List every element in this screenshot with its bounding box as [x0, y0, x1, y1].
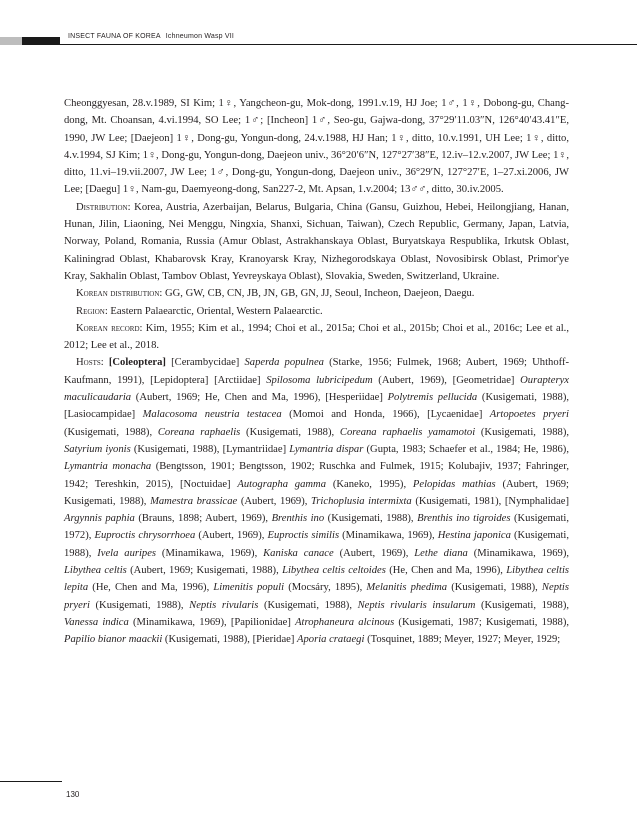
korean-record-label: Korean record: [76, 322, 140, 334]
host-reference-text: (Aubert, 1969; Kusigemati, 1988),: [126, 565, 283, 577]
hosts-label: Hosts: [76, 357, 101, 369]
host-reference-text: (Mocsáry, 1895),: [284, 582, 367, 594]
host-species-name: Malacosoma neustria testacea: [142, 409, 282, 421]
host-species-name: Libythea celtis lepita: [64, 565, 570, 594]
host-species-name: Libythea celtis celtoides: [282, 565, 386, 577]
host-reference-text: (Aubert, 1969; Kusigemati, 1988),: [64, 478, 569, 507]
host-reference-text: (Kusigemati, 1988),: [475, 599, 569, 611]
running-head: [68, 33, 234, 40]
material-examined-paragraph: Cheonggyesan, 28.v.1989, SI Kim; 1♀, Yangcheon-gu, Mok-dong, 1991.v.19, HJ Joe; 1♂, 1♀, Dobong-gu, Chang-dong, Mt. Choansan, 4.vi.1994, SO Lee; 1♂; [Incheon] 1♂, Seo-gu, Gajwa-dong, 37°29′11.03″N, 126°40′43.41″E, 1990, JW Lee; [Daejeon] 1♀, Dong-gu, Yongun-dong, 24.v.1988, HJ Han; 1♀, ditto, 10.v.1991, UH Lee; 1♀, ditto, 4.v.1994, SJ Kim; 1♀, Dong-gu, Yongun-dong, Daejeon univ., 36°20′6″N, 127°27′38″E, 12.iv–12.v.2007, JW Lee; 1♀, ditto, 11.vi–19.vii.2007, JW Lee; 1♂, Dong-gu, Yongun-dong, Daejeon univ., 36°29′N, 127°27′E, 1–27.xi.2006, JW Lee; [Daegu] 1♀, Nam-gu, Daemyeong-dong, San227-2, Mt. Apsan, 1.v.2004; 13♂♂, ditto, 30.iv.2005.: [64, 98, 569, 196]
host-species-name: Neptis rivularis insularum: [357, 599, 476, 611]
hosts-colon: :: [100, 357, 109, 369]
host-species-name: Coreana raphaelis yamamotoi: [339, 426, 476, 438]
host-species-name: Kaniska canace: [263, 547, 334, 559]
host-reference-text: (Kusigemati, 1988),: [447, 582, 542, 594]
host-species-name: Mamestra brassicae: [150, 495, 238, 507]
host-reference-text: (Kaneko, 1995),: [326, 478, 413, 490]
host-species-name: Ivela auripes: [97, 547, 157, 559]
host-reference-text: (Kusigemati, 1988), [Pieridae]: [162, 634, 298, 646]
host-reference-text: (Kusigemati, 1972),: [64, 513, 569, 542]
host-reference-text: (Minamikawa, 1969), [Papilionidae]: [128, 616, 296, 628]
host-species-name: Limenitis populi: [213, 582, 285, 594]
distribution-label: Distribution: [76, 201, 128, 213]
host-reference-text: (Kusigemati, 1988), [Lymantriidae]: [130, 443, 290, 455]
host-reference-text: (Kusigemati, 1988),: [324, 513, 418, 525]
host-species-name: Spilosoma lubricipedum: [266, 374, 373, 386]
host-species-name: Aporia crataegi: [297, 634, 365, 646]
page-body: [64, 95, 569, 649]
host-reference-text: (Kusigemati, 1988),: [64, 426, 158, 438]
host-reference-text: (He, Chen and Ma, 1996),: [88, 582, 214, 594]
distribution-paragraph: [64, 199, 569, 285]
host-reference-text: [Cerambycidae]: [165, 357, 245, 369]
region-paragraph: [64, 303, 569, 320]
hosts-paragraph: [64, 354, 569, 648]
host-species-name: Papilio bianor maackii: [64, 634, 163, 646]
host-species-name: Melanitis phedima: [366, 582, 448, 594]
host-species-name: Brenthis ino: [271, 513, 325, 525]
host-species-name: Saperda populnea: [244, 357, 324, 369]
host-species-name: Pelopidas mathias: [412, 478, 496, 490]
host-reference-text: (Kusigemati, 1988),: [475, 426, 570, 438]
korean-record-text: : Kim, 1955; Kim et al., 1994; Choi et al., 2015a; Choi et al., 2015b; Choi et al., 2016c; Lee et al., 2012; Lee et al., 2018.: [64, 322, 569, 352]
korean-distribution-text: : GG, GW, CB, CN, JB, JN, GB, GN, JJ, Seoul, Incheon, Daejeon, Daegu.: [159, 288, 475, 300]
host-species-name: Coreana raphaelis: [157, 426, 241, 438]
host-reference-text: (Brauns, 1898; Aubert, 1969),: [134, 513, 272, 525]
host-reference-text: (Aubert, 1969),: [195, 530, 268, 542]
host-species-name: Hestina japonica: [437, 530, 511, 542]
host-reference-text: (Kusigemati, 1988), [Lasiocampidae]: [64, 392, 570, 421]
host-species-name: Lymantria dispar: [289, 443, 364, 455]
korean-distribution-label: Korean distribution: [76, 288, 160, 300]
host-reference-text: (Kusigemati, 1988),: [64, 530, 570, 559]
host-reference-text: (Kusigemati, 1988),: [89, 599, 190, 611]
host-species-name: Euproctis chrysorrhoea: [94, 530, 196, 542]
running-subtitle: Ichneumon Wasp VII: [165, 33, 235, 40]
host-reference-text: (Bengtsson, 1901; Bengtsson, 1902; Ruschka and Fulmek, 1915; Kolubajiv, 1937; Fahringer, 1942; Tereshkin, 2015), [Noctuidae]: [64, 461, 569, 490]
host-reference-text: (Kusigemati, 1981), [Nymphalidae]: [411, 495, 570, 507]
korean-distribution-paragraph: [64, 285, 569, 302]
host-reference-text: (He, Chen and Ma, 1996),: [385, 565, 507, 577]
host-species-name: Artopoetes pryeri: [489, 409, 569, 421]
host-species-name: Polytremis pellucida: [387, 392, 478, 404]
page-number: 130: [66, 790, 80, 799]
hosts-text: [64, 357, 569, 645]
host-reference-text: (Tosquinet, 1889; Meyer, 1927; Meyer, 1929;: [364, 634, 561, 646]
host-reference-text: (Kusigemati, 1988),: [240, 426, 340, 438]
host-reference-text: (Minamikawa, 1969),: [339, 530, 438, 542]
running-title: INSECT FAUNA OF KOREA: [68, 33, 161, 40]
distribution-text: : Korea, Austria, Azerbaijan, Belarus, Bulgaria, China (Gansu, Guizhou, Hebei, Heilongjiang, Hanan, Hunan, Jilin, Liaoning, Nei Menggu, Ningxia, Shanxi, Sichuan, Taiwan), Czech Republic, Germany, Japan, Latvia, Norway, Poland, Romania, Russia (Amur Oblast, Astrakhanskaya Oblast, Buryatskaya Respublika, Irkutsk Oblast, Kaliningrad Oblast, Khabarovsk Kray, Kranoyarsk Kray, Nizhegorodskaya Oblast, Novosibirsk Oblast, Primor'ye Kray, Sakhalin Oblast, Tambov Oblast, Yevreyskaya Oblast), Slovakia, Sweden, Switzerland, Ukraine.: [64, 201, 569, 282]
host-species-name: Lymantria monacha: [64, 461, 152, 473]
host-species-name: Trichoplusia intermixta: [311, 495, 412, 507]
host-reference-text: (Aubert, 1969), [Geometridae]: [372, 374, 521, 386]
host-species-name: Ourapteryx maculicaudaria: [64, 374, 569, 404]
host-species-name: Satyrium iyonis: [64, 443, 131, 455]
header-black-block: [22, 37, 60, 45]
host-reference-text: (Aubert, 1969),: [333, 547, 415, 559]
host-species-name: Argynnis paphia: [64, 513, 135, 525]
korean-record-paragraph: [64, 320, 569, 355]
hosts-order: [Coleoptera]: [108, 357, 166, 369]
header-grey-block: [0, 37, 22, 45]
host-species-name: Vanessa indica: [64, 616, 129, 628]
host-species-name: Neptis rivularis: [189, 599, 259, 611]
host-reference-text: (Minamikawa, 1969),: [156, 547, 264, 559]
host-species-name: Neptis pryeri: [64, 582, 569, 611]
host-reference-text: (Gupta, 1983; Schaefer et al., 1984; He, 1986),: [363, 443, 569, 455]
host-species-name: Atrophaneura alcinous: [295, 616, 395, 628]
footer-rule: [0, 781, 62, 782]
host-reference-text: (Kusigemati, 1987; Kusigemati, 1988),: [394, 616, 570, 628]
host-species-name: Euproctis similis: [267, 530, 340, 542]
host-reference-text: (Minamikawa, 1969),: [467, 547, 570, 559]
header-line: [60, 44, 637, 45]
host-reference-text: (Aubert, 1969; He, Chen and Ma, 1996), [Hesperiidae]: [131, 392, 388, 404]
host-species-name: Brenthis ino tigroides: [417, 513, 511, 525]
host-reference-text: (Momoi and Honda, 1966), [Lycaenidae]: [281, 409, 490, 421]
region-label: Region: [76, 305, 105, 317]
host-species-name: Lethe diana: [414, 547, 468, 559]
region-text: : Eastern Palaearctic, Oriental, Western Palaearctic.: [104, 305, 323, 317]
host-reference-text: (Aubert, 1969),: [237, 495, 311, 507]
host-species-name: Autographa gamma: [237, 478, 327, 490]
host-reference-text: (Kusigemati, 1988),: [258, 599, 358, 611]
host-species-name: Libythea celtis: [64, 565, 127, 577]
host-reference-text: (Starke, 1956; Fulmek, 1968; Aubert, 1969; Uhthoff-Kaufmann, 1991), [Lepidoptera] [Arctiidae]: [64, 357, 570, 386]
